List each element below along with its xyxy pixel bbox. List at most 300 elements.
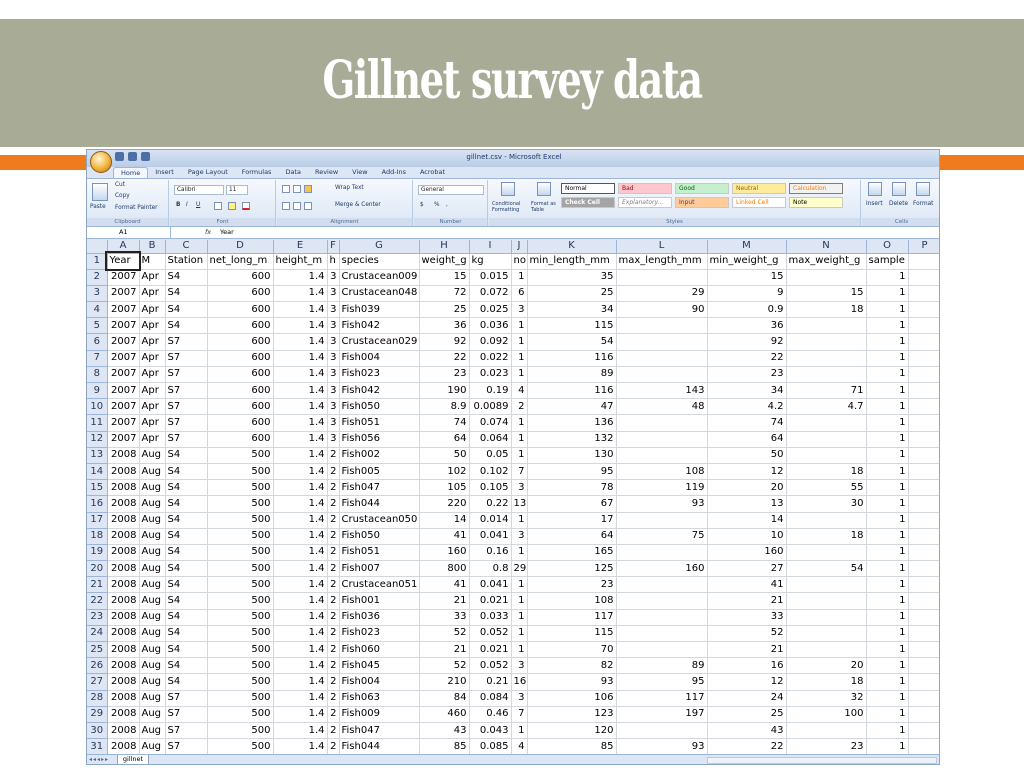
cell[interactable]: 1.4 (273, 366, 327, 382)
row-header[interactable]: 20 (87, 561, 107, 577)
cell[interactable]: 2 (327, 512, 339, 528)
cell[interactable]: 52 (707, 625, 786, 641)
cell[interactable]: 108 (527, 593, 616, 609)
cell[interactable]: 0.064 (469, 431, 511, 447)
cell[interactable]: 130 (527, 447, 616, 463)
cell[interactable] (786, 366, 866, 382)
paste-button[interactable]: Paste (90, 204, 106, 210)
cell[interactable]: 2007 (107, 431, 139, 447)
cell[interactable]: S4 (165, 285, 207, 301)
cell[interactable]: 22 (707, 739, 786, 755)
cell[interactable]: 123 (527, 706, 616, 722)
tab-add-ins[interactable]: Add-Ins (381, 168, 406, 176)
cell[interactable]: 64 (527, 528, 616, 544)
cell[interactable] (908, 350, 940, 366)
cell[interactable]: 0.041 (469, 528, 511, 544)
cell[interactable]: 2008 (107, 447, 139, 463)
cell[interactable]: 43 (419, 722, 469, 738)
tab-insert[interactable]: Insert (155, 168, 174, 176)
cell[interactable]: 0.092 (469, 334, 511, 350)
cell[interactable]: 1.4 (273, 285, 327, 301)
cell[interactable]: 136 (527, 415, 616, 431)
cell[interactable]: 1 (511, 512, 527, 528)
cell[interactable]: Aug (139, 706, 165, 722)
cell[interactable]: 1 (511, 609, 527, 625)
cell[interactable]: 1 (511, 334, 527, 350)
sheet-tab-gillnet[interactable]: gillnet (117, 755, 149, 765)
cell[interactable]: 2008 (107, 609, 139, 625)
cell[interactable]: 800 (419, 561, 469, 577)
cell[interactable] (908, 674, 940, 690)
cell[interactable]: 3 (511, 528, 527, 544)
cell[interactable] (908, 480, 940, 496)
cell[interactable]: 23 (419, 366, 469, 382)
cell[interactable]: 1 (866, 350, 908, 366)
cell[interactable]: 4.7 (786, 399, 866, 415)
cell[interactable]: 8.9 (419, 399, 469, 415)
cell[interactable]: Fish004 (339, 674, 419, 690)
cell[interactable]: 0.025 (469, 302, 511, 318)
cell[interactable] (786, 318, 866, 334)
cell[interactable]: 1 (866, 690, 908, 706)
cell[interactable]: 0.22 (469, 496, 511, 512)
cell[interactable]: 1.4 (273, 269, 327, 285)
copy-button[interactable]: Copy (115, 193, 130, 199)
cell[interactable]: 600 (207, 269, 273, 285)
cell[interactable]: Fish023 (339, 625, 419, 641)
cell[interactable]: 116 (527, 383, 616, 399)
cell[interactable]: 0.16 (469, 544, 511, 560)
cell[interactable] (908, 561, 940, 577)
cell[interactable]: Fish047 (339, 722, 419, 738)
cell[interactable]: 1.4 (273, 625, 327, 641)
cell[interactable]: 20 (786, 658, 866, 674)
cell[interactable]: 3 (327, 318, 339, 334)
cell[interactable]: 2 (327, 706, 339, 722)
fill-color-icon[interactable] (228, 202, 236, 210)
cell[interactable]: 2 (327, 609, 339, 625)
cell[interactable]: S4 (165, 496, 207, 512)
style-calculation[interactable]: Calculation (789, 183, 843, 194)
cell[interactable]: Apr (139, 366, 165, 382)
cell[interactable]: 1 (866, 383, 908, 399)
row-header[interactable]: 27 (87, 674, 107, 690)
borders-icon[interactable] (214, 202, 222, 210)
cell[interactable]: 2008 (107, 544, 139, 560)
cell[interactable]: 12 (707, 674, 786, 690)
cell[interactable] (616, 544, 707, 560)
cell[interactable]: 1.4 (273, 302, 327, 318)
row-header[interactable]: 6 (87, 334, 107, 350)
font-color-icon[interactable] (242, 202, 250, 210)
cell[interactable]: S4 (165, 561, 207, 577)
delete-cells-icon[interactable] (892, 182, 906, 196)
name-box[interactable]: A1 (87, 227, 171, 238)
cell[interactable]: 0.0089 (469, 399, 511, 415)
cell[interactable]: Aug (139, 690, 165, 706)
cell[interactable]: 50 (707, 447, 786, 463)
cell[interactable]: 500 (207, 642, 273, 658)
format-button[interactable]: Format (913, 201, 934, 207)
cell[interactable]: 72 (419, 285, 469, 301)
cell[interactable]: S4 (165, 447, 207, 463)
row-header[interactable]: 4 (87, 302, 107, 318)
cell[interactable] (786, 415, 866, 431)
cell[interactable]: 1 (511, 366, 527, 382)
cell[interactable] (786, 625, 866, 641)
cell[interactable]: 1 (866, 415, 908, 431)
cell[interactable]: 95 (616, 674, 707, 690)
cell[interactable]: 1.4 (273, 706, 327, 722)
cell[interactable]: 13 (511, 496, 527, 512)
cell[interactable]: 1.4 (273, 642, 327, 658)
cell[interactable]: 0.05 (469, 447, 511, 463)
cell[interactable]: S4 (165, 512, 207, 528)
cell[interactable]: 1 (866, 269, 908, 285)
cell[interactable]: 0.9 (707, 302, 786, 318)
cell[interactable] (908, 447, 940, 463)
cell[interactable]: 21 (707, 593, 786, 609)
cell[interactable]: Fish023 (339, 366, 419, 382)
insert-cells-icon[interactable] (868, 182, 882, 196)
cell[interactable]: 50 (419, 447, 469, 463)
cell[interactable]: max_length_mm (616, 253, 707, 269)
cell[interactable]: 34 (527, 302, 616, 318)
cell[interactable]: 84 (419, 690, 469, 706)
tab-formulas[interactable]: Formulas (241, 168, 272, 176)
cell[interactable]: Fish051 (339, 544, 419, 560)
cell[interactable]: 1 (866, 642, 908, 658)
cell[interactable]: 160 (707, 544, 786, 560)
cell[interactable]: kg (469, 253, 511, 269)
cell[interactable]: height_m (273, 253, 327, 269)
style-good[interactable]: Good (675, 183, 729, 194)
cell[interactable]: 1.4 (273, 658, 327, 674)
cell[interactable]: 10 (707, 528, 786, 544)
cell[interactable]: 0.052 (469, 658, 511, 674)
cell[interactable]: 71 (786, 383, 866, 399)
cell[interactable]: 1.4 (273, 674, 327, 690)
cell[interactable]: min_length_mm (527, 253, 616, 269)
cell[interactable]: 1.4 (273, 480, 327, 496)
cell[interactable]: S4 (165, 463, 207, 479)
cell[interactable]: 0.085 (469, 739, 511, 755)
cell[interactable]: 1 (511, 544, 527, 560)
cell[interactable]: 54 (786, 561, 866, 577)
cell[interactable]: 3 (327, 302, 339, 318)
cell[interactable]: 2008 (107, 722, 139, 738)
cell[interactable]: 500 (207, 674, 273, 690)
column-header[interactable]: I (469, 240, 511, 253)
align-bottom-icon[interactable] (304, 185, 312, 193)
cell[interactable]: 36 (707, 318, 786, 334)
cell[interactable]: 92 (707, 334, 786, 350)
cell[interactable]: 3 (511, 690, 527, 706)
column-header[interactable]: J (511, 240, 527, 253)
cell[interactable]: 120 (527, 722, 616, 738)
cell[interactable] (908, 658, 940, 674)
cell[interactable]: 21 (419, 642, 469, 658)
cell[interactable] (616, 642, 707, 658)
cell[interactable]: 90 (616, 302, 707, 318)
cell[interactable]: 41 (707, 577, 786, 593)
cell[interactable] (616, 512, 707, 528)
cell[interactable] (908, 544, 940, 560)
cell[interactable]: 25 (527, 285, 616, 301)
cell[interactable]: 1 (866, 722, 908, 738)
cell[interactable]: 2007 (107, 383, 139, 399)
cell[interactable]: 32 (786, 690, 866, 706)
cell[interactable]: 1 (866, 512, 908, 528)
cell[interactable]: 1.4 (273, 463, 327, 479)
cell[interactable]: 18 (786, 302, 866, 318)
number-format-select[interactable]: General (418, 185, 484, 195)
cell[interactable]: 21 (707, 642, 786, 658)
cell[interactable]: 2 (327, 561, 339, 577)
cell[interactable]: 2007 (107, 334, 139, 350)
align-top-icon[interactable] (282, 185, 290, 193)
cell[interactable]: 13 (707, 496, 786, 512)
cell[interactable]: Fish002 (339, 447, 419, 463)
cell[interactable]: 1.4 (273, 399, 327, 415)
cell[interactable]: 3 (327, 285, 339, 301)
cell[interactable]: 2 (327, 658, 339, 674)
cell[interactable]: 2007 (107, 415, 139, 431)
cell[interactable]: 2008 (107, 642, 139, 658)
cell[interactable]: 0.21 (469, 674, 511, 690)
cell[interactable] (908, 269, 940, 285)
cell[interactable]: 132 (527, 431, 616, 447)
row-header[interactable]: 11 (87, 415, 107, 431)
cell[interactable]: 0.021 (469, 593, 511, 609)
column-header[interactable]: E (273, 240, 327, 253)
cell[interactable]: 34 (707, 383, 786, 399)
cell[interactable]: 2008 (107, 658, 139, 674)
cell[interactable]: 25 (419, 302, 469, 318)
cell[interactable]: 1.4 (273, 609, 327, 625)
cell[interactable]: 70 (527, 642, 616, 658)
tab-page-layout[interactable]: Page Layout (187, 168, 228, 176)
cell[interactable]: 220 (419, 496, 469, 512)
row-header[interactable]: 7 (87, 350, 107, 366)
cell[interactable]: 15 (707, 269, 786, 285)
cell[interactable]: 22 (707, 350, 786, 366)
cell[interactable]: Crustacean048 (339, 285, 419, 301)
cell[interactable]: Aug (139, 658, 165, 674)
font-size-select[interactable]: 11 (226, 185, 248, 195)
cell[interactable]: S4 (165, 577, 207, 593)
cell[interactable]: 0.084 (469, 690, 511, 706)
tab-review[interactable]: Review (314, 168, 339, 176)
cell[interactable]: 500 (207, 739, 273, 755)
percent-button[interactable]: % (434, 202, 440, 208)
cell[interactable]: Aug (139, 463, 165, 479)
row-header[interactable]: 18 (87, 528, 107, 544)
conditional-formatting-button[interactable]: Conditional Formatting (492, 201, 521, 213)
cell[interactable]: 2 (327, 722, 339, 738)
row-header[interactable]: 5 (87, 318, 107, 334)
cell[interactable]: 1.4 (273, 593, 327, 609)
row-header[interactable]: 14 (87, 463, 107, 479)
cell[interactable] (908, 593, 940, 609)
cell[interactable]: net_long_m (207, 253, 273, 269)
cell[interactable]: 29 (616, 285, 707, 301)
cell[interactable]: Crustacean051 (339, 577, 419, 593)
row-header[interactable]: 30 (87, 722, 107, 738)
cell[interactable]: 9 (707, 285, 786, 301)
cell[interactable]: S7 (165, 739, 207, 755)
cell[interactable]: 1 (866, 706, 908, 722)
cell[interactable]: 119 (616, 480, 707, 496)
cell[interactable] (908, 512, 940, 528)
row-header[interactable]: 28 (87, 690, 107, 706)
cell[interactable]: Fish051 (339, 415, 419, 431)
cell[interactable]: 0.033 (469, 609, 511, 625)
row-header[interactable]: 26 (87, 658, 107, 674)
cell[interactable]: 1 (866, 431, 908, 447)
cell[interactable] (908, 739, 940, 755)
cell[interactable]: 3 (327, 431, 339, 447)
cell[interactable]: 1 (866, 480, 908, 496)
cell[interactable]: S7 (165, 706, 207, 722)
cell[interactable]: 33 (707, 609, 786, 625)
cell[interactable]: Apr (139, 334, 165, 350)
style-explanatory[interactable]: Explanatory... (618, 197, 672, 208)
cell[interactable]: 12 (707, 463, 786, 479)
cell[interactable]: 3 (327, 269, 339, 285)
cell[interactable] (908, 318, 940, 334)
row-header[interactable]: 25 (87, 642, 107, 658)
cell[interactable]: 500 (207, 447, 273, 463)
cell[interactable]: 1 (511, 593, 527, 609)
cell[interactable]: 82 (527, 658, 616, 674)
style-linked-cell[interactable]: Linked Cell (732, 197, 786, 208)
cell[interactable]: 2008 (107, 561, 139, 577)
cell[interactable]: 48 (616, 399, 707, 415)
cell[interactable]: 1.4 (273, 577, 327, 593)
cell[interactable]: S4 (165, 544, 207, 560)
cell[interactable]: 3 (327, 334, 339, 350)
cell[interactable]: 27 (707, 561, 786, 577)
cell[interactable]: 1 (866, 593, 908, 609)
row-header[interactable]: 29 (87, 706, 107, 722)
cell[interactable]: 41 (419, 577, 469, 593)
cell[interactable]: 1.4 (273, 512, 327, 528)
cell[interactable]: 2 (327, 593, 339, 609)
bold-button[interactable]: B (176, 202, 181, 208)
cell[interactable]: 64 (419, 431, 469, 447)
cell[interactable] (908, 431, 940, 447)
cell[interactable]: 0.015 (469, 269, 511, 285)
cell[interactable]: S4 (165, 318, 207, 334)
cell[interactable]: 7 (511, 463, 527, 479)
cell[interactable]: 29 (511, 561, 527, 577)
format-as-table-button[interactable]: Format as Table (531, 201, 556, 213)
cell[interactable]: Fish050 (339, 528, 419, 544)
cell[interactable]: 500 (207, 609, 273, 625)
cell[interactable]: 2008 (107, 480, 139, 496)
cell[interactable]: S4 (165, 480, 207, 496)
cell[interactable]: 2007 (107, 366, 139, 382)
cell[interactable]: 2 (327, 480, 339, 496)
cell[interactable] (786, 334, 866, 350)
cell[interactable]: 1 (866, 674, 908, 690)
cell[interactable] (908, 642, 940, 658)
cell[interactable]: 43 (707, 722, 786, 738)
cell[interactable]: 89 (616, 658, 707, 674)
column-header[interactable]: B (139, 240, 165, 253)
column-header[interactable]: N (786, 240, 866, 253)
formula-input[interactable]: Year (220, 228, 234, 236)
cell[interactable]: 20 (707, 480, 786, 496)
cell[interactable]: Fish045 (339, 658, 419, 674)
cell[interactable] (616, 366, 707, 382)
cut-button[interactable]: Cut (115, 182, 125, 188)
cell[interactable]: 1 (511, 415, 527, 431)
merge-center-button[interactable]: Merge & Center (335, 202, 381, 208)
cell[interactable]: 1 (866, 366, 908, 382)
cell[interactable]: 2 (327, 674, 339, 690)
cell[interactable]: 4.2 (707, 399, 786, 415)
cell[interactable]: 16 (707, 658, 786, 674)
column-header[interactable]: L (616, 240, 707, 253)
cell[interactable]: Apr (139, 415, 165, 431)
cell[interactable]: 36 (419, 318, 469, 334)
cell[interactable]: Aug (139, 609, 165, 625)
cell[interactable] (616, 415, 707, 431)
tab-acrobat[interactable]: Acrobat (419, 168, 446, 176)
cell[interactable]: Crustacean029 (339, 334, 419, 350)
select-all-corner[interactable] (87, 240, 107, 253)
cell[interactable]: Fish004 (339, 350, 419, 366)
cell[interactable]: 18 (786, 463, 866, 479)
row-header[interactable]: 3 (87, 285, 107, 301)
align-middle-icon[interactable] (293, 185, 301, 193)
cell[interactable]: 0.19 (469, 383, 511, 399)
cell[interactable]: Apr (139, 302, 165, 318)
cell[interactable]: 25 (707, 706, 786, 722)
cell[interactable]: 100 (786, 706, 866, 722)
row-header[interactable]: 31 (87, 739, 107, 755)
column-header[interactable]: M (707, 240, 786, 253)
cell[interactable]: 600 (207, 285, 273, 301)
cell[interactable]: 14 (707, 512, 786, 528)
cell[interactable]: 0.014 (469, 512, 511, 528)
cell[interactable]: 64 (707, 431, 786, 447)
cell[interactable]: Aug (139, 642, 165, 658)
cell[interactable]: 500 (207, 658, 273, 674)
cell[interactable]: Aug (139, 561, 165, 577)
cell[interactable]: 1.4 (273, 690, 327, 706)
cell[interactable] (616, 609, 707, 625)
cell[interactable]: 3 (327, 350, 339, 366)
cell[interactable]: 600 (207, 383, 273, 399)
cell[interactable]: Year (107, 253, 139, 269)
cell[interactable]: 600 (207, 334, 273, 350)
cell[interactable] (786, 642, 866, 658)
format-painter-button[interactable]: Format Painter (115, 205, 158, 211)
column-header[interactable]: P (908, 240, 940, 253)
horizontal-scrollbar[interactable] (707, 757, 937, 764)
cell[interactable]: 2 (511, 399, 527, 415)
cell[interactable]: 4 (511, 739, 527, 755)
cell[interactable]: S4 (165, 642, 207, 658)
cell[interactable]: 1 (866, 609, 908, 625)
cell[interactable]: 85 (419, 739, 469, 755)
style-bad[interactable]: Bad (618, 183, 672, 194)
cell[interactable]: S4 (165, 674, 207, 690)
cell[interactable]: 160 (616, 561, 707, 577)
